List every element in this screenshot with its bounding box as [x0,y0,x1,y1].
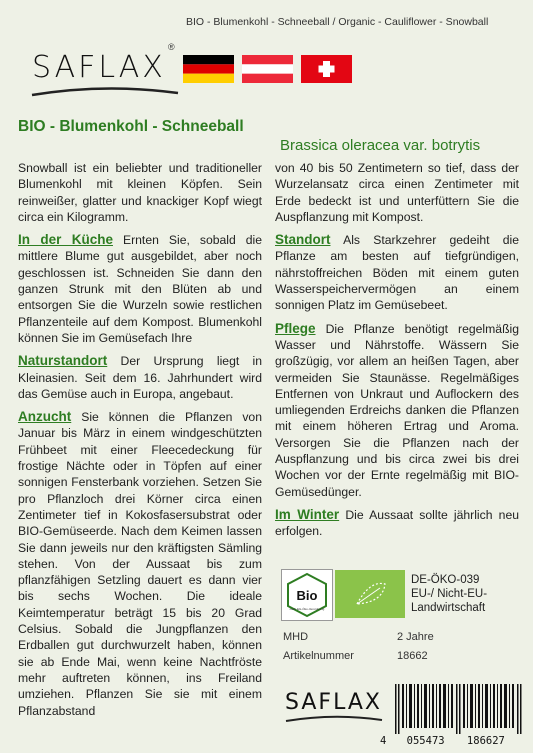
barcode-group-2: 186627 [466,735,505,747]
section-text: Der Ursprung liegt in Kleinasien. Seit dem 16. Jahrhundert wird das Gemüse auch in Europa, angebaut. [18,354,262,401]
section-text: Als Starkzehrer gedeiht die Pflanze am besten auf tiefgründigen, nährstoffreichen Böden mit einem guten Wasserspeichervermögen an einem sonnigen Platz im Gemüsebeet. [275,233,519,313]
section-heading: Pflege [275,320,316,336]
section-kueche [18,232,262,346]
mhd-value: 2 Jahre [397,631,434,643]
section-anzucht [18,409,262,719]
left-column [18,160,262,726]
eu-organic-leaf-icon [335,570,405,618]
section-winter [275,507,519,540]
section-pflege [275,321,519,500]
cert-origin-2: Landwirtschaft [411,602,486,614]
bio-seal-label: Bio [296,588,318,603]
right-column [275,160,519,547]
section-heading: In der Küche [18,232,113,248]
right-intro-text: von 40 bis 50 Zentimetern so tief, dass der Wurzelansatz circa einen Zentimeter mit Erde bedeckt ist und unterfüttern Sie die Auspflanzung mit Kompost. [275,161,519,224]
switzerland-flag-icon [301,55,352,83]
barcode-number [380,735,505,747]
section-heading: Anzucht [18,409,72,425]
latin-name: Brassica oleracea var. botrytis [280,137,481,154]
certification-info [411,573,487,615]
product-subtitle: BIO - Blumenkohl - Schneeball / Organic - Cauliflower - Snowball [186,16,489,28]
logo-swoosh-small-icon [284,714,384,724]
barcode-first-digit: 4 [380,735,387,747]
intro-text: Snowball ist ein beliebter und traditioneller Blumenkohl mit kleinen Köpfen. Sein reinweißer, glatter und knackiger Kopf wiegt circa ein Kilogramm. [18,161,262,224]
section-standort [275,232,519,313]
austria-flag-icon [242,55,293,83]
cert-origin: EU-/ Nicht-EU- [411,588,488,600]
section-heading: Naturstandort [18,353,108,369]
saflax-logo: SAFLAX [32,50,166,85]
section-text: Die Pflanze benötigt regelmäßig Wasser und Nährstoffe. Wässern Sie großzügig, vor allem an heißen Tagen, aber vermeiden Sie Staunässe. Regelmäßiges Entfernen von Unkraut und Auflockern des umliegenden Erdreichs danken die Pflanzen mit einem höheren Ertrag und Aroma. Versorgen Sie die Pflanzen nach der Auspflanzung und bis circa zwei bis drei Wochen vor der Ernte regelmäßig mit BIO-Gemüsedünger. [275,321,519,499]
saflax-logo-small: SAFLAX [285,690,382,715]
section-naturstandort [18,353,262,402]
section-text: Sie können die Pflanzen von Januar bis März in einem windgeschützten Frühbeet mit einer Fleecedeckung für frostige Nächte oder in Töpfen auf einer sonnigen Fensterbank vorziehen. Setzen Sie pro Pflanzloch drei Körner circa einen Zentimeter tief in Kokosfasersubstrat oder BIO-Gemüseerde. Nach dem Keimen lassen Sie dann jeweils nur den kräftigsten Sämling stehen. Von der Aussaat bis zum pflanzfähigen Setzling dauert es dann vier bis sechs Wochen. Die ideale Keimtemperatur beträgt 15 bis 20 Grad Celsius. Sobald die Jungpflanzen den Erdballen gut durchwurzelt haben, können sie ab Ende Mai, wenn keine Nachtfröste mehr auftreten können, ins Freiland umziehen. Pflanzen Sie sie mit einem Pflanzabstand [18,410,262,718]
article-label: Artikelnummer [283,650,354,662]
mhd-label: MHD [283,631,309,643]
section-text: Die Aussaat sollte jährlich neu erfolgen. [275,507,520,539]
section-text: Ernten Sie, sobald die mittlere Blume gut ausgebildet, aber noch geschlossen ist. Schneiden Sie dann den ganzen Strunk mit den Blüten ab und entsorgen Sie die Wurzeln sowie restlichen Pflanzenteile auf dem Kompost. Blumenkohl können Sie im Gemüsefach Ihre [18,233,263,345]
section-heading: Standort [275,232,331,248]
article-value: 18662 [397,650,428,662]
logo-swoosh-icon [30,85,180,99]
bio-seal-sub: nach EG-Öko-Verordnung [289,607,325,611]
barcode-icon [395,684,523,734]
bio-seal-icon [281,569,333,621]
cert-code: DE-ÖKO-039 [411,574,480,586]
product-title: BIO - Blumenkohl - Schneeball [18,118,244,135]
barcode-group-1: 055473 [406,735,445,747]
section-heading: Im Winter [275,506,340,522]
registered-mark: ® [168,42,175,52]
bio-hexagon-icon [282,570,332,620]
germany-flag-icon [183,55,234,83]
